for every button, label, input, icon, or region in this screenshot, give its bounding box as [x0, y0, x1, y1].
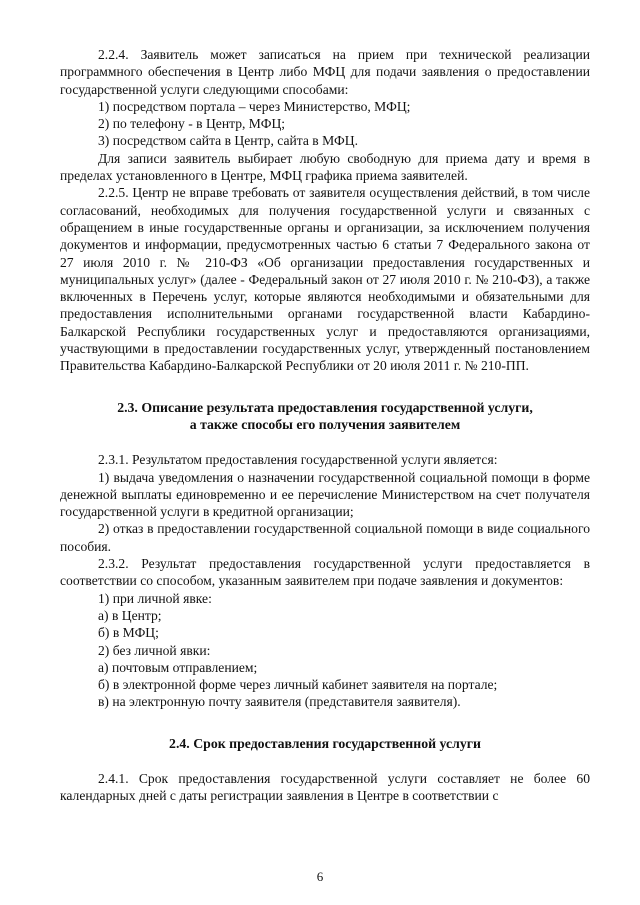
list-item-email: в) на электронную почту заявителя (представителя заявителя).: [98, 694, 461, 710]
list-item-personal: 1) при личной явке:: [98, 590, 212, 606]
list-item-post: а) почтовым отправлением;: [98, 659, 258, 675]
paragraph-2-3-2: 2.3.2. Результат предоставления государственной услуги предоставляется в соответствии со способом, указанным заявителем при подаче заявления и документов:: [60, 556, 590, 589]
page-number: 6: [316, 869, 324, 884]
paragraph-2-2-4: 2.2.4. Заявитель может записаться на прием при технической реализации программного обеспечения в Центр либо МФЦ для подачи заявления о предоставлении государственной услуги следующими способами:: [60, 47, 590, 97]
list-item-site: 3) посредством сайта в Центр, сайта в МФЦ.: [98, 133, 358, 149]
paragraph-2-3-1: 2.3.1. Результатом предоставления государственной услуги является:: [98, 452, 498, 468]
list-item-phone: 2) по телефону - в Центр, МФЦ;: [98, 116, 286, 132]
list-item-center: а) в Центр;: [98, 607, 162, 623]
section-heading-2-3-line2: а также способы его получения заявителем: [189, 416, 461, 432]
list-item-cabinet: б) в электронной форме через личный кабинет заявителя на портале;: [98, 677, 498, 693]
section-heading-2-4: 2.4. Срок предоставления государственной услуги: [169, 735, 481, 751]
paragraph-2-4-1: 2.4.1. Срок предоставления государственной услуги составляет не более 60 календарных дней с даты регистрации заявления в Центре в соответствии с: [60, 770, 590, 804]
section-heading-2-3-line1: 2.3. Описание результата предоставления государственной услуги,: [117, 399, 533, 415]
list-item-mfc: б) в МФЦ;: [98, 625, 159, 641]
document-page: [60, 46, 590, 805]
paragraph-appointment: Для записи заявитель выбирает любую свободную для приема дату и время в пределах установленного в Центре, МФЦ графика приема заявителей.: [60, 150, 590, 184]
paragraph-2-2-5: 2.2.5. Центр не вправе требовать от заявителя осуществления действий, в том числе согласований, необходимых для получения государственной услуги и связанных с обращением в иные государственные органы и организации, за исключением получения документов и информации, предусмотренных частью 6 статьи 7 Федерального закона от 27 июля 2010 г. № 210-ФЗ «Об организации предоставления государственных и муниципальных услуг» (далее - Федеральный закон от 27 июля 2010 г. № 210-ФЗ), а также включенных в Перечень услуг, которые являются необходимыми и обязательными для предоставления исполнительными органами государственной власти Кабардино-Балкарской Республики государственных услуг и предоставляются организациями, участвующими в предоставлении государственных услуг, утвержденный постановлением Правительства Кабардино-Балкарской Республики от 20 июля 2011 г. № 210-ПП.: [60, 185, 590, 374]
paragraph-result-2: 2) отказ в предоставлении государственной социальной помощи в виде социального пособия.: [60, 521, 590, 554]
paragraph-result-1: 1) выдача уведомления о назначении государственной социальной помощи в форме денежной выплаты единовременно и ее перечисление Министерством на счет получателя государственной услуги в кредитной организации;: [60, 469, 590, 520]
list-item-remote: 2) без личной явки:: [98, 642, 211, 658]
list-item-portal: 1) посредством портала – через Министерство, МФЦ;: [98, 98, 411, 114]
